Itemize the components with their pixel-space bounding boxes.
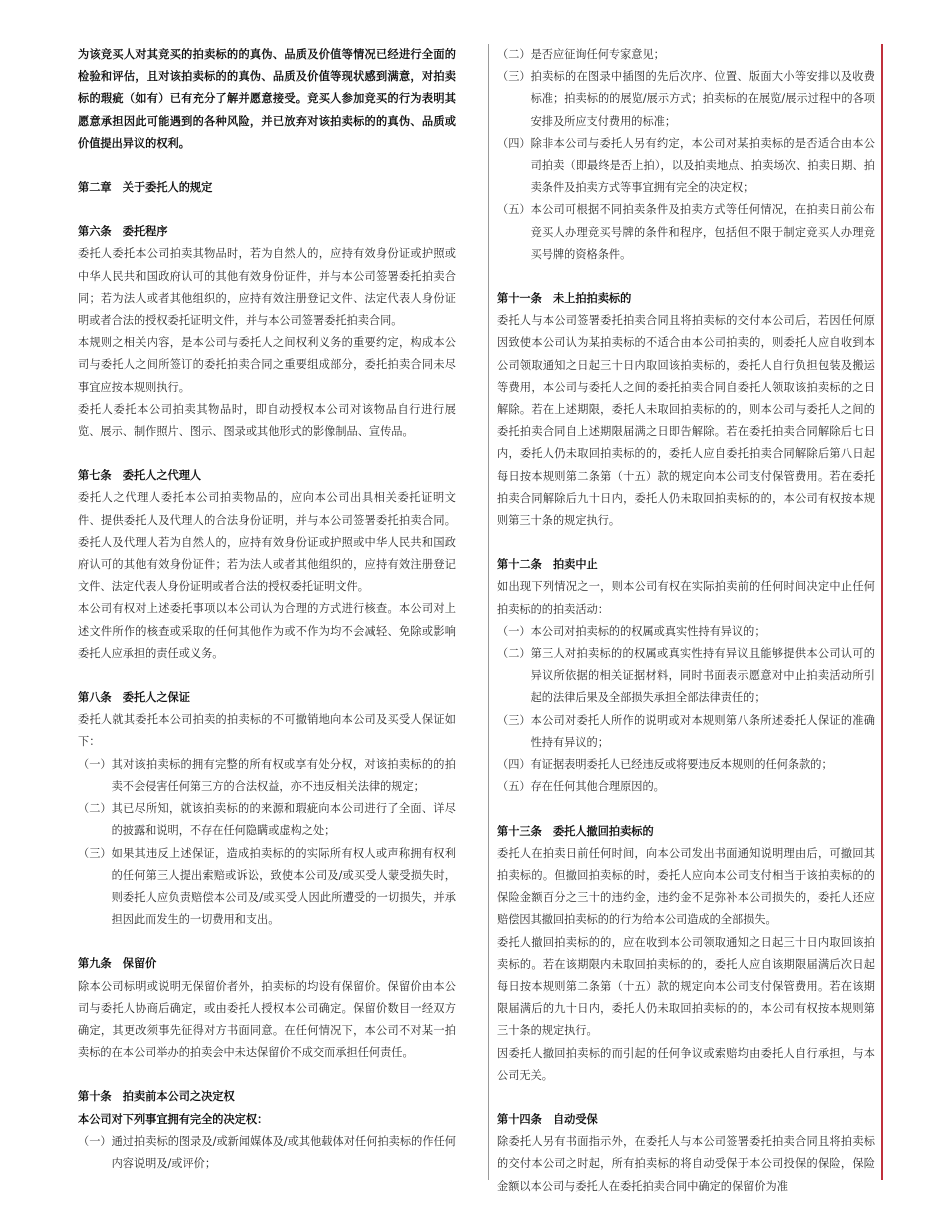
article-12-title: 第十二条 拍卖中止 [497,558,598,572]
article-11-title: 第十一条 未上拍拍卖标的 [497,292,632,306]
left-column [78,44,456,1175]
list-item-number: （三） [497,713,531,727]
article-7-paragraph-2: 本公司有权对上述委托事项以本公司认为合理的方式进行核查。本公司对上述文件所作的核查或采取的任何其他作为或不作为均不会减轻、免除或影响委托人应承担的责任或义务。 [78,602,456,660]
article-6-paragraph-3: 委托人委托本公司拍卖其物品时，即自动授权本公司对该物品自行进行展览、展示、制作照片、图示、图录或其他形式的影像制品、宣传品。 [78,402,456,439]
list-item-text: 第三人对拍卖标的的权属或真实性持有异议且能够提供本公司认可的异议所依据的相关证据材料，同时书面表示愿意对中止拍卖活动所引起的法律后果及全部损失承担全部法律责任的； [530,647,875,705]
list-item [78,1131,456,1175]
page-margin-rule [881,44,883,1180]
article-6-paragraph-2: 本规则之相关内容，是本公司与委托人之间权利义务的重要约定，构成本公司与委托人之间所签订的委托拍卖合同之重要组成部分，委托拍卖合同未尽事宜应按本规则执行。 [78,336,456,394]
list-item-text: 存在任何其他合理原因的。 [530,780,665,794]
list-item-text: 如果其违反上述保证，造成拍卖标的的实际所有权人或声称拥有权利的任何第三人提出索赔或诉讼，致使本公司及/或买受人蒙受损失时，则委托人应负责赔偿本公司及/或买受人因此所遭受的一切损失，并承担因此而发生的一切费用和支出。 [111,846,456,927]
list-item [78,754,456,798]
article-10-title: 第十条 拍卖前本公司之决定权 [78,1090,235,1104]
list-item-text: 除非本公司与委托人另有约定，本公司对某拍卖标的是否适合由本公司拍卖（即最终是否上拍），以及拍卖地点、拍卖场次、拍卖日期、拍卖条件及拍卖方式等事宜拥有完全的决定权； [530,136,875,195]
list-item [497,66,875,133]
list-item-number: （五） [497,203,531,217]
article-12-paragraph-1: 如出现下列情况之一，则本公司有权在实际拍卖前的任何时间决定中止任何拍卖标的的拍卖活动： [497,580,875,616]
list-item [497,776,875,798]
list-item [497,754,875,776]
list-item-text: 其已尽所知，就该拍卖标的的来源和瑕疵向本公司进行了全面、详尽的披露和说明，不存在任何隐瞒或虚构之处； [111,802,456,838]
article-7-paragraph-1: 委托人之代理人委托本公司拍卖物品的，应向本公司出具相关委托证明文件、提供委托人及代理人的合法身份证明，并与本公司签署委托拍卖合同。委托人及代理人若为自然人的，应持有效身份证或护照或中华人民共和国政府认可的其他有效身份证件；若为法人或者其他组织的，应持有效注册登记文件、法定代表人身份证明或者合法的授权委托证明文件。 [78,491,456,594]
list-item-text: 通过拍卖标的图录及/或新闻媒体及/或其他载体对任何拍卖标的作任何内容说明及/或评价； [111,1134,456,1170]
right-column [497,44,875,1198]
list-item [497,199,875,266]
list-item-text: 其对该拍卖标的拥有完整的所有权或享有处分权，对该拍卖标的的拍卖不会侵害任何第三方的合法权益，亦不违反相关法律的规定； [111,757,456,793]
list-item [497,710,875,754]
article-13-title: 第十三条 委托人撤回拍卖标的 [497,824,654,838]
list-item-text: 本公司可根据不同拍卖条件及拍卖方式等任何情况，在拍卖日前公布竞买人办理竞买号牌的条件和程序，包括但不限于制定竞买人办理竞买号牌的资格条件。 [530,203,875,261]
list-item-number: （二） [497,48,531,61]
list-item [497,621,875,643]
article-9-paragraph-1: 除本公司标明或说明无保留价者外，拍卖标的均设有保留价。保留价由本公司与委托人协商后确定，或由委托人授权本公司确定。保留价数目一经双方确定，其更改须事先征得对方书面同意。在任何情况下，本公司不对某一拍卖标的在本公司举办的拍卖会中未达保留价不成交而承担任何责任。 [78,979,456,1060]
article-7-title: 第七条 委托人之代理人 [78,469,202,483]
list-item-number: （三） [497,70,531,84]
list-item-text: 本公司对拍卖标的的权属或真实性持有异议的； [530,624,766,638]
list-item-number: （四） [497,758,531,772]
intro-paragraph: 为该竞买人对其竞买的拍卖标的的真伪、品质及价值等情况已经进行全面的检验和评估，且对该拍卖标的的真伪、品质及价值等现状感到满意，对拍卖标的瑕疵（如有）已有充分了解并愿意接受。竞买人参加竞买的行为表明其愿意承担因此可能遇到的各种风险，并已放弃对该拍卖标的的真伪、品质或价值提出异议的权利。 [78,48,456,150]
list-item-text: 本公司对委托人所作的说明或对本规则第八条所述委托人保证的准确性持有异议的； [530,713,875,749]
article-11-paragraph-1: 委托人与本公司签署委托拍卖合同且将拍卖标的交付本公司后，若因任何原因致使本公司认为某拍卖标的不适合由本公司拍卖的，则委托人应自收到本公司领取通知之日起三十日内取回该拍卖标的，委托人自行负担包装及搬运等费用，本公司与委托人之间的委托拍卖合同自委托人领取该拍卖标的之日解除。若在上述期限，委托人未取回拍卖标的的，则本公司与委托人之间的委托拍卖合同自上述期限届满之日即告解除。若在委托拍卖合同解除后七日内，委托人仍未取回拍卖标的的，委托人应自委托拍卖合同解除后第八日起每日按本规则第二条第（十五）款的规定向本公司支付保管费用。若在委托拍卖合同解除后九十日内，委托人仍未取回拍卖标的的，本公司有权按本规则第三十条的规定执行。 [497,314,875,528]
list-item-number: （五） [497,780,531,794]
list-item-number: （四） [497,136,531,150]
list-item-text: 是否应征询任何专家意见； [530,48,665,61]
list-item [497,133,875,200]
list-item-number: （二） [78,802,112,816]
list-item-number: （一） [78,757,112,771]
article-8-title: 第八条 委托人之保证 [78,691,190,705]
list-item-number: （三） [78,846,112,860]
list-item-text: 有证据表明委托人已经违反或将要违反本规则的任何条款的； [530,758,833,772]
article-14-title: 第十四条 自动受保 [497,1112,598,1126]
article-14-paragraph-1: 除委托人另有书面指示外，在委托人与本公司签署委托拍卖合同且将拍卖标的交付本公司之时起，所有拍卖标的将自动受保于本公司投保的保险，保险金额以本公司与委托人在委托拍卖合同中确定的保留价为准 [497,1135,875,1193]
article-13-paragraph-1: 委托人在拍卖日前任何时间，向本公司发出书面通知说明理由后，可撤回其拍卖标的。但撤回拍卖标的时，委托人应向本公司支付相当于该拍卖标的的保险金额百分之三十的违约金，违约金不足弥补本公司损失的，委托人还应赔偿因其撤回拍卖标的的行为给本公司造成的全部损失。 [497,846,875,927]
article-10-paragraph-1: 本公司对下列事宜拥有完全的决定权： [78,1112,269,1126]
list-item-number: （一） [78,1134,112,1148]
list-item-text: 拍卖标的在图录中插图的先后次序、位置、版面大小等安排以及收费标准；拍卖标的的展览/展示方式；拍卖标的在展览/展示过程中的各项安排及所应支付费用的标准； [530,70,875,128]
list-item [497,44,875,66]
article-6-paragraph-1: 委托人委托本公司拍卖其物品时，若为自然人的，应持有效身份证或护照或中华人民共和国政府认可的其他有效身份证件，并与本公司签署委托拍卖合同；若为法人或者其他组织的，应持有效注册登记文件、法定代表人身份证明或者合法的授权委托证明文件，并与本公司签署委托拍卖合同。 [78,247,456,328]
article-9-title: 第九条 保留价 [78,957,157,971]
list-item [78,843,456,932]
article-13-paragraph-2: 委托人撤回拍卖标的的，应在收到本公司领取通知之日起三十日内取回该拍卖标的。若在该期限内未取回拍卖标的的，委托人应自该期限届满后次日起每日按本规则第二条第（十五）款的规定向本公司支付保管费用。若在该期限届满后的九十日内，委托人仍未取回拍卖标的的，本公司有权按本规则第三十条的规定执行。 [497,935,875,1038]
article-8-paragraph-1: 委托人就其委托本公司拍卖的拍卖标的不可撤销地向本公司及买受人保证如下： [78,713,456,749]
list-item [78,798,456,842]
list-item-number: （一） [497,624,531,638]
list-item [497,643,875,710]
article-6-title: 第六条 委托程序 [78,225,168,239]
column-divider [488,44,489,1180]
list-item-number: （二） [497,647,531,661]
article-13-paragraph-3: 因委托人撤回拍卖标的而引起的任何争议或索赔均由委托人自行承担，与本公司无关。 [497,1046,875,1082]
chapter-heading: 第二章 关于委托人的规定 [78,181,213,195]
